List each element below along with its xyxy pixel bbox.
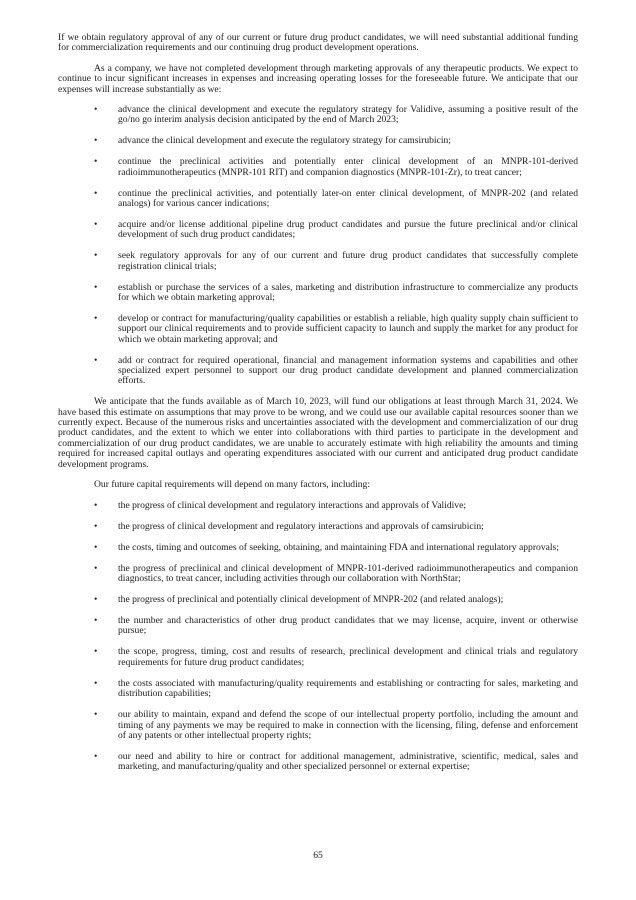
bullet-icon: • — [94, 250, 98, 262]
list-item-text: continue the preclinical activities, and potentially later-on enter clinical development, of MNPR-202 (and related analogs) for various cancer indications; — [118, 187, 578, 209]
bullet-icon: • — [94, 104, 98, 116]
bullet-icon: • — [94, 541, 98, 553]
list-item — [58, 314, 578, 345]
list-item-text: advance the clinical development and execute the regulatory strategy for Validive, assuming a positive result of the go/no go interim analysis decision anticipated by the end of March 2023; — [118, 104, 578, 126]
list-item — [58, 136, 578, 146]
list-item — [58, 595, 578, 605]
bullet-icon: • — [94, 750, 98, 762]
page-number: 65 — [313, 850, 323, 861]
list-item — [58, 543, 578, 553]
bullet-icon: • — [94, 593, 98, 605]
list-item-text: develop or contract for manufacturing/quality capabilities or establish a reliable, high quality supply chain sufficient to support our clinical requirements and to provide sufficient capacity to launch and supply the market for any product for which we obtain marketing approval; and — [118, 312, 578, 345]
list-item-text: our need and ability to hire or contract for additional management, administrative, scientific, medical, sales and marketing, and manufacturing/quality and other specialized personnel or external expertise; — [118, 750, 578, 773]
future-requirements-paragraph: Our future capital requirements will depend on many factors, including: — [94, 479, 371, 491]
list-item — [58, 283, 578, 304]
bullet-icon: • — [94, 646, 98, 658]
bullet-icon: • — [94, 677, 98, 689]
list-item-text: the number and characteristics of other drug product candidates that we may license, acquire, invent or otherwise pursue; — [118, 614, 578, 637]
list-item — [58, 710, 578, 741]
bullet-icon: • — [94, 562, 98, 574]
list-item-text: continue the preclinical activities and potentially enter clinical development of an MNPR-101-derived radioimmunotherapeutics (MNPR-101 RIT) and companion diagnostics (MNPR-101-Zr), to treat cancer; — [118, 156, 578, 178]
factor-list — [58, 501, 578, 773]
bullet-icon: • — [94, 354, 98, 366]
list-item — [58, 616, 578, 637]
list-item — [58, 679, 578, 700]
list-item — [58, 752, 578, 773]
bullet-icon: • — [94, 218, 98, 230]
list-item-text: add or contract for required operational, financial and management information systems and capabilities and other specialized expert personnel to support our drug product candidate development and planned commercialization efforts. — [118, 354, 578, 387]
list-item-text: advance the clinical development and execute the regulatory strategy for camsirubicin; — [118, 135, 451, 147]
list-item-text: the scope, progress, timing, cost and results of research, preclinical development and clinical trials and regulatory requirements for future drug product candidates; — [118, 646, 578, 668]
bullet-icon: • — [94, 499, 98, 511]
company-paragraph: As a company, we have not completed development through marketing approvals of any therapeutic products. We expect to continue to incur significant increases in expenses and increasing operating losses for the foreseeable future. We anticipate that our expenses will increase substantially as we: — [58, 62, 578, 95]
bullet-icon: • — [94, 312, 98, 324]
list-item-text: the progress of preclinical and clinical development of MNPR-101-derived radioimmunotherapeutics and companion diagnostics, to treat cancer, including activities through our collaboration with NorthStar; — [118, 562, 578, 584]
list-item — [58, 564, 578, 585]
funds-paragraph: We anticipate that the funds available as of March 10, 2023, will fund our obligations at least through March 31, 2024. We have based this estimate on assumptions that may prove to be wrong, and we could use our available capital resources sooner than we currently expect. Because of the numerous risks and uncertainties associated with the development and commercialization of our drug product candidates, and the extent to which we enter into collaborations with third parties to participate in the development and commercialization of our drug product candidates, we are unable to accurately estimate with high reliability the amounts and timing required for increased capital outlays and operating expenditures associated with our current and anticipated drug product candidate development programs. — [58, 396, 578, 470]
list-item-text: our ability to maintain, expand and defend the scope of our intellectual property portfolio, including the amount and timing of any payments we may be required to make in connection with the licensing, filing, defense and enforcement of any patents or other intellectual property rights; — [118, 709, 578, 741]
list-item-text: the costs, timing and outcomes of seeking, obtaining, and maintaining FDA and international regulatory approvals; — [118, 541, 559, 553]
intro-paragraph: If we obtain regulatory approval of any of our current or future drug product candidates, we will need substantial additional funding for commercialization requirements and our continuing drug product development operations. — [58, 32, 578, 54]
list-item — [58, 501, 578, 511]
expense-list — [58, 105, 578, 387]
list-item-text: seek regulatory approvals for any of our current and future drug product candidates that successfully complete registration clinical trials; — [118, 250, 578, 272]
bullet-icon: • — [94, 187, 98, 199]
list-item — [58, 356, 578, 387]
list-item — [58, 105, 578, 126]
list-item — [58, 251, 578, 272]
bullet-icon: • — [94, 520, 98, 532]
list-item — [58, 522, 578, 532]
list-item — [58, 647, 578, 668]
list-item — [58, 157, 578, 178]
bullet-icon: • — [94, 281, 98, 293]
bullet-icon: • — [94, 135, 98, 147]
list-item — [58, 189, 578, 210]
bullet-icon: • — [94, 709, 98, 721]
list-item — [58, 220, 578, 241]
list-item-text: the costs associated with manufacturing/quality requirements and establishing or contracting for sales, marketing and distribution capabilities; — [118, 677, 578, 700]
list-item-text: acquire and/or license additional pipeline drug product candidates and pursue the future preclinical and/or clinical development of such drug product candidates; — [118, 218, 578, 241]
list-item-text: the progress of preclinical and potentially clinical development of MNPR-202 (and related analogs); — [118, 593, 504, 605]
list-item-text: establish or purchase the services of a sales, marketing and distribution infrastructure to commercialize any products for which we obtain marketing approval; — [118, 281, 578, 303]
list-item-text: the progress of clinical development and regulatory interactions and approvals of camsirubicin; — [118, 520, 484, 532]
bullet-icon: • — [94, 156, 98, 168]
bullet-icon: • — [94, 614, 98, 626]
list-item-text: the progress of clinical development and regulatory interactions and approvals of Validive; — [118, 499, 467, 511]
